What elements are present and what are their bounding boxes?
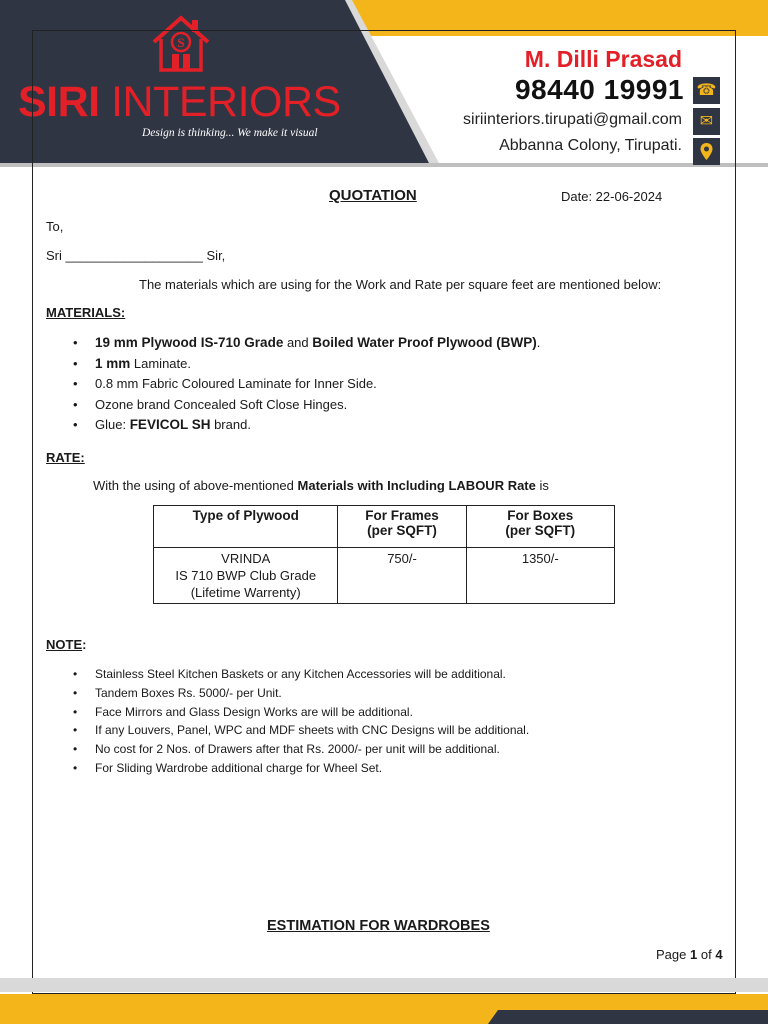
footer-banner <box>0 978 768 1024</box>
brand-tagline: Design is thinking... We make it visual <box>142 127 318 139</box>
material-item: • 19 mm Plywood IS-710 Grade and Boiled Water Proof Plywood (BWP). <box>71 333 540 354</box>
material-item: • 1 mm Laminate. <box>71 354 540 375</box>
svg-text:S: S <box>177 35 185 50</box>
note-list <box>71 665 529 778</box>
rate-table-header <box>154 506 615 548</box>
material-item: • 0.8 mm Fabric Coloured Laminate for Inner Side. <box>71 374 540 395</box>
rate-table-header-cell: For Frames (per SQFT) <box>338 506 466 548</box>
addressee-to: To, <box>46 219 64 234</box>
contact-name: M. Dilli Prasad <box>524 46 682 72</box>
note-item: • Stainless Steel Kitchen Baskets or any Kitchen Accessories will be additional. <box>71 665 529 684</box>
mail-icon: ✉ <box>693 108 720 135</box>
rate-table <box>153 505 615 604</box>
contact-phone: 98440 19991 <box>514 74 684 105</box>
page-number: Page 1 of 4 <box>656 947 723 962</box>
location-icon <box>693 138 720 165</box>
note-item: • If any Louvers, Panel, WPC and MDF sheets with CNC Designs will be additional. <box>71 721 529 740</box>
estimation-heading: ESTIMATION FOR WARDROBES <box>267 918 490 934</box>
name-blank: ___________________ <box>65 248 203 263</box>
intro-text: The materials which are using for the Work and Rate per square feet are mentioned below: <box>139 277 662 292</box>
note-item: • Tandem Boxes Rs. 5000/- per Unit. <box>71 684 529 703</box>
house-logo-icon <box>148 12 214 74</box>
brand-name: SIRI INTERIORS <box>18 78 341 126</box>
material-item: • Ozone brand Concealed Soft Close Hinges. <box>71 395 540 416</box>
rate-table-cell: VRINDA IS 710 BWP Club Grade (Lifetime Warrenty) <box>154 548 338 604</box>
note-item: • No cost for 2 Nos. of Drawers after that Rs. 2000/- per unit will be additional. <box>71 740 529 759</box>
rate-intro: With the using of above-mentioned Materials with Including LABOUR Rate is <box>93 478 549 493</box>
rate-table-header-cell: For Boxes (per SQFT) <box>466 506 614 548</box>
note-heading: NOTE: <box>46 637 87 652</box>
rate-table-cell: 1350/- <box>466 548 614 604</box>
phone-icon: ☎ <box>693 77 720 104</box>
table-row <box>154 548 615 604</box>
material-item: • Glue: FEVICOL SH brand. <box>71 415 540 436</box>
contact-email: siriinteriors.tirupati@gmail.com <box>463 111 682 128</box>
note-item: • For Sliding Wardrobe additional charge for Wheel Set. <box>71 759 529 778</box>
rate-table-cell: 750/- <box>338 548 466 604</box>
note-item: • Face Mirrors and Glass Design Works are will be additional. <box>71 703 529 722</box>
rate-table-header-cell: Type of Plywood <box>154 506 338 548</box>
materials-list <box>71 333 540 436</box>
rate-heading: RATE: <box>46 450 85 465</box>
document-date: Date: 22-06-2024 <box>561 189 663 204</box>
document-title: QUOTATION <box>329 187 417 204</box>
materials-heading: MATERIALS: <box>46 305 126 320</box>
salutation: Sri ___________________ Sir, <box>46 248 226 263</box>
contact-address: Abbanna Colony, Tirupati. <box>499 137 682 154</box>
